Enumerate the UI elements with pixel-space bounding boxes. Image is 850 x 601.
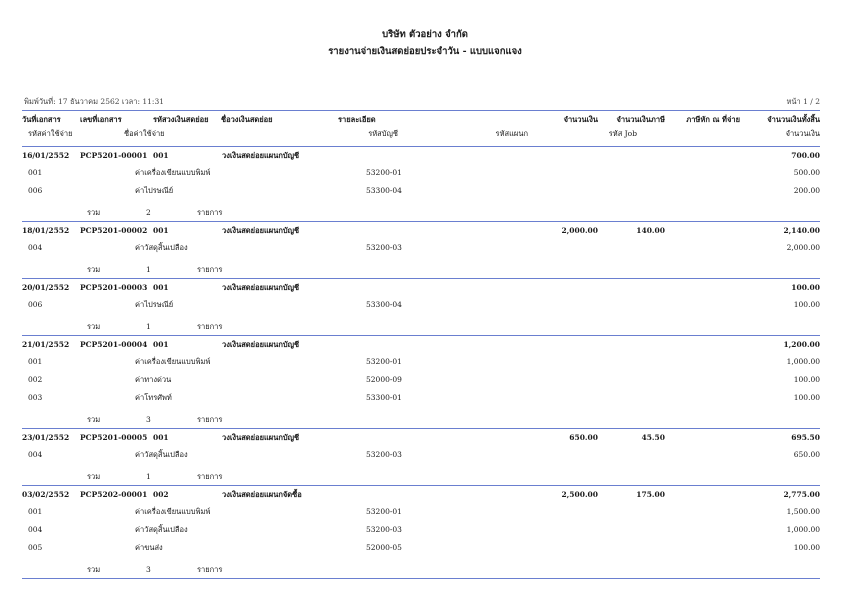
item-count-unit: รายการ (197, 322, 223, 331)
item-count-unit: รายการ (197, 415, 223, 424)
expense-code: 003 (28, 393, 43, 402)
company-name: บริษัท ตัวอย่าง จำกัด (382, 29, 468, 40)
col-doc-no: เลขที่เอกสาร (80, 115, 122, 124)
doc-tax: 45.50 (641, 433, 665, 442)
summary-label: รวม (87, 322, 101, 331)
fund-name: วงเงินสดย่อยแผนกจัดซื้อ (222, 490, 302, 499)
line-amount: 100.00 (793, 543, 820, 552)
item-count: 1 (146, 322, 151, 331)
group-summary (22, 564, 820, 576)
group-summary (22, 264, 820, 276)
account-code: 53200-03 (366, 450, 402, 459)
expense-code: 006 (28, 186, 43, 195)
fund-code: 001 (153, 226, 169, 235)
header-bottom-rule (22, 146, 820, 147)
line-amount: 1,500.00 (786, 507, 820, 516)
account-code: 53200-01 (366, 168, 402, 177)
doc-date: 16/01/2552 (22, 151, 70, 160)
doc-amount: 2,000.00 (561, 226, 598, 235)
expense-line (22, 356, 820, 368)
line-amount: 650.00 (793, 450, 820, 459)
expense-line (22, 242, 820, 254)
page-number: หน้า 1 / 2 (786, 97, 820, 106)
doc-date: 23/01/2552 (22, 433, 70, 442)
group-separator (22, 578, 820, 579)
doc-total: 100.00 (791, 283, 820, 292)
group-separator (22, 335, 820, 336)
doc-number: PCP5201-00005 (80, 433, 148, 442)
account-code: 53300-04 (366, 300, 402, 309)
doc-date: 21/01/2552 (22, 340, 70, 349)
doc-number: PCP5201-00003 (80, 283, 148, 292)
fund-code: 002 (153, 490, 169, 499)
doc-total: 2,140.00 (783, 226, 820, 235)
account-code: 53200-01 (366, 507, 402, 516)
doc-date: 20/01/2552 (22, 283, 70, 292)
line-amount: 100.00 (793, 375, 820, 384)
expense-line (22, 524, 820, 536)
expense-name: ค่าวัสดุสิ้นเปลือง (135, 525, 188, 534)
col-amount: จำนวนเงิน (563, 115, 598, 124)
summary-label: รวม (87, 472, 101, 481)
group-separator (22, 278, 820, 279)
expense-code: 001 (28, 357, 43, 366)
account-code: 52000-05 (366, 543, 402, 552)
expense-line (22, 167, 820, 179)
expense-code: 002 (28, 375, 43, 384)
document-row (22, 339, 820, 351)
doc-number: PCP5201-00004 (80, 340, 148, 349)
line-amount: 200.00 (793, 186, 820, 195)
expense-name: ค่าโทรศัพท์ (135, 393, 172, 402)
account-code: 53300-04 (366, 186, 402, 195)
expense-line (22, 299, 820, 311)
doc-total: 1,200.00 (783, 340, 820, 349)
line-amount: 1,000.00 (786, 357, 820, 366)
col-account-code: รหัสบัญชี (368, 129, 398, 138)
expense-line (22, 185, 820, 197)
doc-total: 695.50 (791, 433, 820, 442)
fund-name: วงเงินสดย่อยแผนกบัญชี (222, 151, 300, 160)
col-job: รหัส Job (608, 129, 637, 138)
summary-label: รวม (87, 208, 101, 217)
group-summary (22, 207, 820, 219)
item-count-unit: รายการ (197, 265, 223, 274)
item-count: 3 (146, 415, 151, 424)
expense-line (22, 374, 820, 386)
expense-name: ค่าทางด่วน (135, 375, 172, 384)
doc-number: PCP5202-00001 (80, 490, 148, 499)
account-code: 53200-01 (366, 357, 402, 366)
item-count-unit: รายการ (197, 565, 223, 574)
column-header-row (22, 114, 820, 126)
col-tax-amount: จำนวนเงินภาษี (616, 115, 665, 124)
expense-line (22, 449, 820, 461)
group-separator (22, 485, 820, 486)
column-subheader-row (22, 128, 820, 140)
item-count: 2 (146, 208, 151, 217)
summary-label: รวม (87, 415, 101, 424)
fund-name: วงเงินสดย่อยแผนกบัญชี (222, 283, 300, 292)
item-count-unit: รายการ (197, 208, 223, 217)
doc-amount: 650.00 (569, 433, 598, 442)
expense-name: ค่าขนส่ง (135, 543, 163, 552)
expense-name: ค่าเครื่องเขียนแบบพิมพ์ (135, 357, 211, 366)
account-code: 52000-09 (366, 375, 402, 384)
line-amount: 500.00 (793, 168, 820, 177)
group-summary (22, 414, 820, 426)
doc-total: 2,775.00 (783, 490, 820, 499)
fund-name: วงเงินสดย่อยแผนกบัญชี (222, 340, 300, 349)
print-date: พิมพ์วันที่: 17 ธันวาคม 2562 เวลา: 11:31 (24, 97, 165, 106)
fund-code: 001 (153, 151, 169, 160)
header-top-rule (22, 110, 820, 111)
group-summary (22, 471, 820, 483)
account-code: 53200-03 (366, 243, 402, 252)
fund-name: วงเงินสดย่อยแผนกบัญชี (222, 226, 300, 235)
account-code: 53300-01 (366, 393, 402, 402)
line-amount: 2,000.00 (786, 243, 820, 252)
document-row (22, 282, 820, 294)
doc-tax: 140.00 (636, 226, 665, 235)
group-separator (22, 428, 820, 429)
summary-label: รวม (87, 565, 101, 574)
item-count-unit: รายการ (197, 472, 223, 481)
expense-name: ค่าเครื่องเขียนแบบพิมพ์ (135, 168, 211, 177)
col-department: รหัสแผนก (495, 129, 528, 138)
col-date: วันที่เอกสาร (22, 115, 61, 124)
expense-code: 004 (28, 450, 43, 459)
item-count: 1 (146, 472, 151, 481)
line-amount: 100.00 (793, 393, 820, 402)
item-count: 1 (146, 265, 151, 274)
expense-code: 001 (28, 507, 43, 516)
item-count: 3 (146, 565, 151, 574)
summary-label: รวม (87, 265, 101, 274)
col-expense-name: ชื่อค่าใช้จ่าย (124, 129, 165, 138)
doc-number: PCP5201-00002 (80, 226, 148, 235)
fund-code: 001 (153, 433, 169, 442)
expense-name: ค่าวัสดุสิ้นเปลือง (135, 243, 188, 252)
col-total: จำนวนเงินทั้งสิ้น (767, 115, 820, 124)
doc-tax: 175.00 (636, 490, 665, 499)
col-line-amount: จำนวนเงิน (785, 129, 820, 138)
expense-code: 005 (28, 543, 43, 552)
document-row (22, 150, 820, 162)
col-fund-name: ชื่อวงเงินสดย่อย (221, 115, 273, 124)
expense-name: ค่าวัสดุสิ้นเปลือง (135, 450, 188, 459)
line-amount: 100.00 (793, 300, 820, 309)
expense-name: ค่าเครื่องเขียนแบบพิมพ์ (135, 507, 211, 516)
expense-code: 001 (28, 168, 43, 177)
group-separator (22, 221, 820, 222)
doc-amount: 2,500.00 (561, 490, 598, 499)
fund-code: 001 (153, 283, 169, 292)
document-row (22, 489, 820, 501)
doc-number: PCP5201-00001 (80, 151, 148, 160)
col-detail: รายละเอียด (338, 115, 376, 124)
expense-line (22, 542, 820, 554)
expense-line (22, 506, 820, 518)
doc-date: 18/01/2552 (22, 226, 70, 235)
group-summary (22, 321, 820, 333)
fund-code: 001 (153, 340, 169, 349)
expense-code: 006 (28, 300, 43, 309)
document-row (22, 432, 820, 444)
doc-total: 700.00 (791, 151, 820, 160)
account-code: 53200-03 (366, 525, 402, 534)
col-expense-code: รหัสค่าใช้จ่าย (28, 129, 73, 138)
expense-name: ค่าไปรษณีย์ (135, 300, 174, 309)
line-amount: 1,000.00 (786, 525, 820, 534)
col-fund-code: รหัสวงเงินสดย่อย (153, 115, 209, 124)
document-row (22, 225, 820, 237)
report-title: รายงานจ่ายเงินสดย่อยประจำวัน - แบบแจกแจง (328, 46, 522, 57)
col-wht: ภาษีหัก ณ ที่จ่าย (686, 115, 740, 124)
fund-name: วงเงินสดย่อยแผนกบัญชี (222, 433, 300, 442)
doc-date: 03/02/2552 (22, 490, 70, 499)
expense-line (22, 392, 820, 404)
expense-name: ค่าไปรษณีย์ (135, 186, 174, 195)
expense-code: 004 (28, 525, 43, 534)
expense-code: 004 (28, 243, 43, 252)
